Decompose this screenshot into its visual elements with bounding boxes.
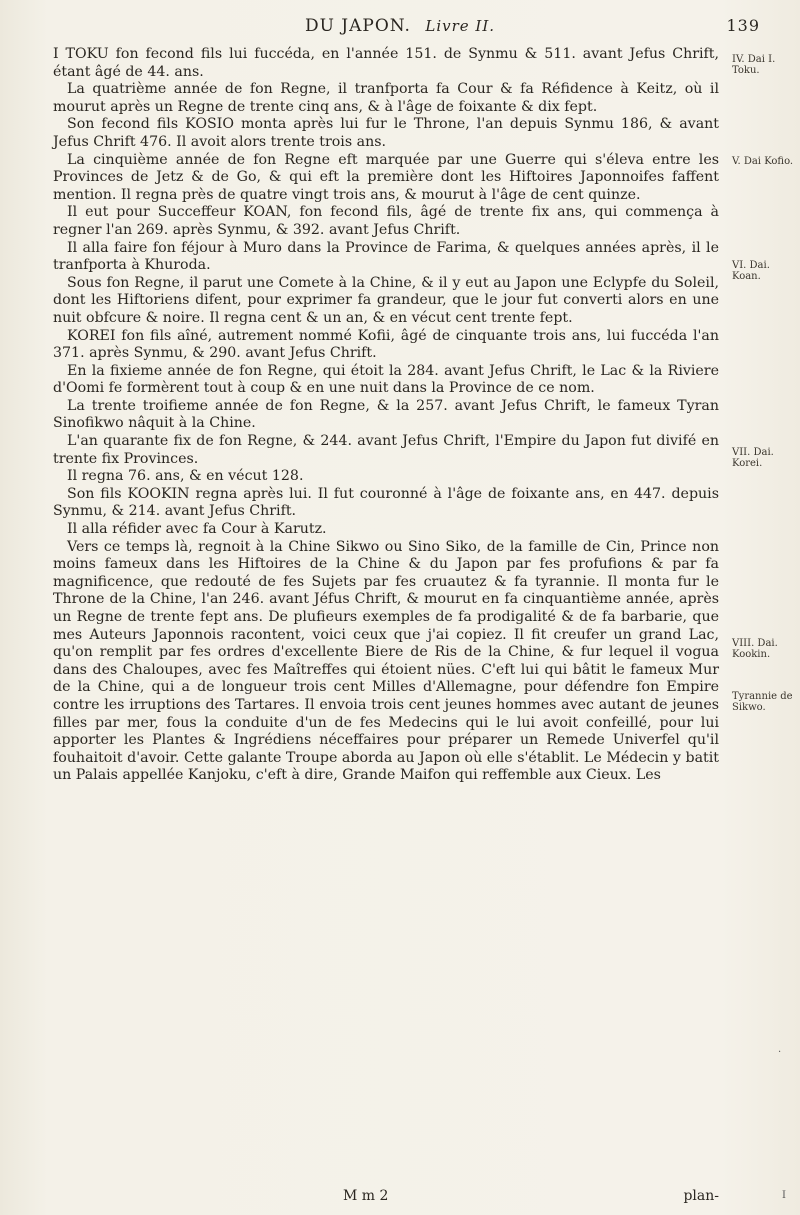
paragraph: Son fecond fils KOSIO monta après lui fur le Throne, l'an depuis Synmu 186, & avant Jefus Chrift 476. Il avoit alors trente trois ans. [53,116,719,150]
signature-mark: M m 2 [343,1188,389,1204]
paragraph: Son fils KOOKIN regna après lui. Il fut couronné à l'âge de foixante ans, en 447. depuis Synmu, & 214. avant Jefus Chrift. [53,485,719,520]
margin-note: IV. Dai I. Toku. [732,54,776,76]
paragraph: Il alla réfider avec fa Cour à Karutz. [67,521,327,538]
paragraph: I TOKU fon fecond fils lui fuccéda, en l'année 151. de Synmu & 511. avant Jefus Chrift, étant âgé de 44. ans. [53,46,719,80]
edge-mark: I [782,1190,786,1201]
body-text [53,46,719,785]
margin-note: VII. Dai. Korei. [732,447,774,469]
edge-mark: . [778,1044,782,1055]
margin-note: VI. Dai. Koan. [732,260,770,282]
paragraph: Sous fon Regne, il parut une Comete à la Chine, & il y eut au Japon une Eclypfe du Soleil, dont les Hiftoriens difent, pour exprimer fa grandeur, que le jour fut converti alors en une nuit obfcure & noire. Il regna cent & un an, & en vécut cent trente fept. [53,274,719,326]
paragraph: En la fixieme année de fon Regne, qui étoit la 284. avant Jefus Chrift, le Lac & la Riviere d'Oomi fe formèrent tout à coup & en une nuit dans la Province de ce nom. [53,362,719,397]
running-header [40,16,760,36]
page-number: 139 [726,16,760,35]
paragraph: Vers ce temps là, regnoit à la Chine Sikwo ou Sino Siko, de la famille de Cin, Prince non moins fameux dans les Hiftoires de la Chine & du Japon par fes profufions & par fa magnificence, que redouté de fes Sujets par fes cruautez & fa tyrannie. Il monta fur le Throne de la Chine, l'an 246. avant Jéfus Chrift, & mourut en fa cinquantième année, après un Regne de trente fept ans. De plufieurs exemples de fa prodigalité & de fa barbarie, que mes Auteurs Japonnois racontent, voici ceux que j'ai copiez. Il fit creufer un grand Lac, qu'on remplit par fes ordres d'excellente Biere de Ris de la Chine, & fur lequel il vogua dans des Chaloupes, avec fes Maîtreffes qui étoient nües. C'eft lui qui bâtit le fameux Mur de la Chine, qui a de longueur trois cent Milles d'Allemagne, pour défendre fon Empire contre les irruptions des Tartares. Il envoia trois cent jeunes hommes avec autant de jeunes filles par mer, fous la conduite d'un de fes Medecins qui le lui avoit confeillé, pour lui apporter les Plantes & Ingrédiens néceffaires pour préparer un Remede Univerfel qu'il fouhaitoit d'avoir. Cette galante Troupe aborda au Japon où elle s'établit. Le Médecin y batit un Palais appellée Kanjoku, c'eft à dire, Grande Maifon qui reffemble aux Cieux. Les [53,538,719,784]
margin-note: V. Dai Kofio. [732,156,794,167]
paragraph: KOREI fon fils aîné, autrement nommé Kofii, âgé de cinquante trois ans, lui fuccéda l'an 371. après Synmu, & 290. avant Jefus Chrift. [53,327,719,362]
paragraph: L'an quarante fix de fon Regne, & 244. avant Jefus Chrift, l'Empire du Japon fut divifé en trente fix Provinces. [53,433,719,467]
paragraph: La cinquième année de fon Regne eft marquée par une Guerre qui s'éleva entre les Provinces de Jetz & de Go, & qui eft la première dont les Hiftoires Japonnoifes faffent mention. Il regna près de quatre vingt trois ans, & mourut à l'âge de cent quinze. [53,151,719,203]
paragraph: Il alla faire fon féjour à Muro dans la Province de Farima, & quelques années après, il le tranfporta à Khuroda. [53,239,719,274]
margin-note: Tyrannie de Sikwo. [732,691,793,713]
book-label: Livre II. [425,17,496,35]
paragraph: Il eut pour Succeffeur KOAN, fon fecond fils, âgé de trente fix ans, qui commença à regner l'an 269. après Synmu, & 392. avant Jefus Chrift. [53,204,719,238]
margin-note: VIII. Dai. Kookin. [732,638,778,660]
running-title: DU JAPON. [304,16,411,36]
paragraph: Il regna 76. ans, & en vécut 128. [67,468,304,485]
paragraph: La trente troifieme année de fon Regne, & la 257. avant Jefus Chrift, le fameux Tyran Sinofikwo nâquit à la Chine. [53,397,719,432]
paragraph: La quatrième année de fon Regne, il tranfporta fa Cour & fa Réfidence à Keitz, où il mourut après un Regne de trente cinq ans, & à l'âge de foixante & dix fept. [53,81,719,115]
catchword: plan- [683,1188,719,1204]
